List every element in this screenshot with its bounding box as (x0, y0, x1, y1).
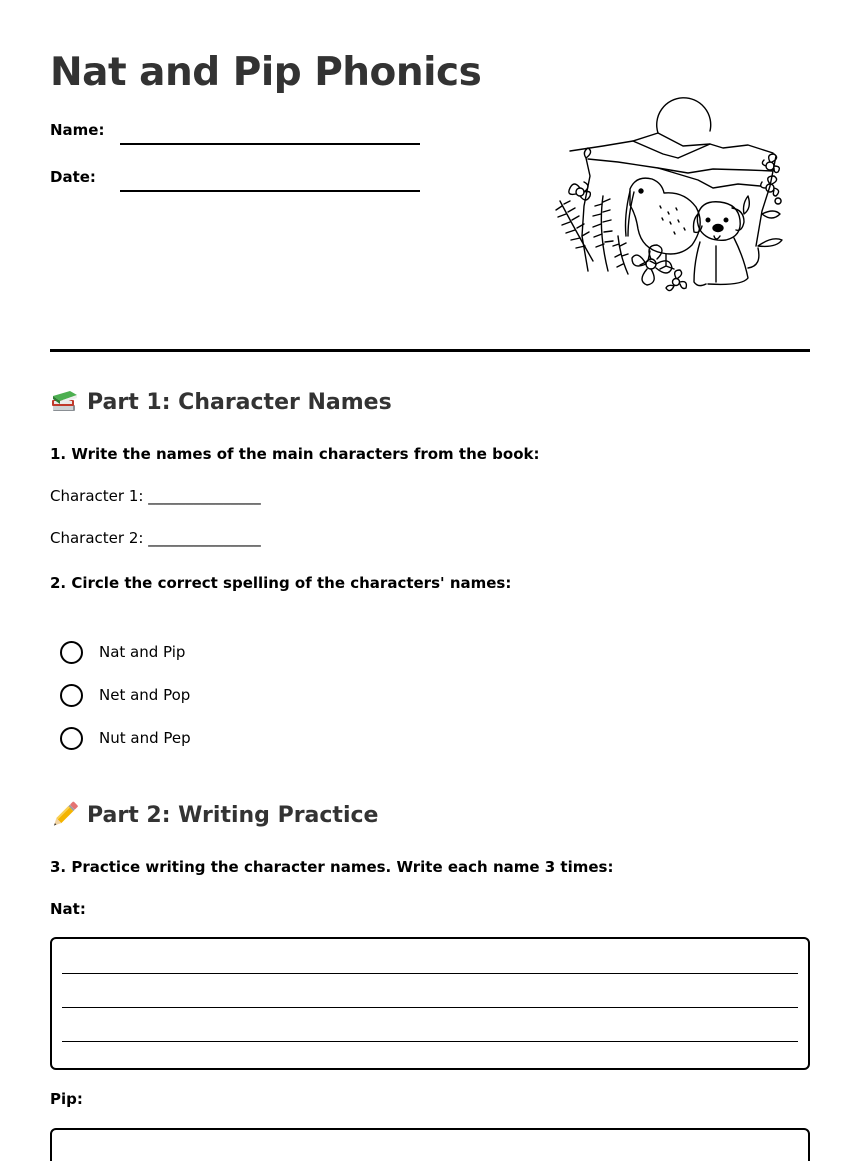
pip-writing-box[interactable] (50, 1128, 810, 1161)
option-circle[interactable] (60, 727, 83, 750)
date-line[interactable] (120, 190, 420, 192)
option-label: Nut and Pep (99, 729, 191, 747)
kiwi-and-puppy-illustration (548, 96, 798, 306)
header-divider (50, 349, 810, 352)
character-2-blank[interactable]: Character 2: _______________ (50, 529, 261, 547)
option-label: Nat and Pip (99, 643, 186, 661)
name-line[interactable] (120, 143, 420, 145)
option-net-and-pop[interactable] (60, 683, 190, 707)
writing-line[interactable] (62, 1007, 798, 1008)
part2-title: Part 2: Writing Practice (87, 802, 379, 828)
option-nut-and-pep[interactable] (60, 726, 191, 750)
question-3: 3. Practice writing the character names. Write each name 3 times: (50, 858, 614, 876)
option-circle[interactable] (60, 684, 83, 707)
name-field[interactable] (50, 121, 420, 151)
option-circle[interactable] (60, 641, 83, 664)
part1-title: Part 1: Character Names (87, 389, 392, 415)
books-icon (50, 388, 79, 416)
date-label: Date: (50, 168, 96, 186)
part1-heading (50, 388, 392, 416)
pencil-icon (50, 801, 79, 829)
nat-label: Nat: (50, 900, 86, 918)
pip-label: Pip: (50, 1090, 83, 1108)
worksheet-title: Nat and Pip Phonics (50, 50, 482, 95)
writing-line[interactable] (62, 973, 798, 974)
option-label: Net and Pop (99, 686, 191, 704)
character-1-blank[interactable]: Character 1: _______________ (50, 487, 261, 505)
nat-writing-box[interactable] (50, 937, 810, 1070)
date-field[interactable] (50, 168, 420, 198)
option-nat-and-pip[interactable] (60, 640, 185, 664)
question-1: 1. Write the names of the main characters from the book: (50, 445, 540, 463)
part2-heading (50, 801, 378, 829)
name-label: Name: (50, 121, 105, 139)
question-2: 2. Circle the correct spelling of the characters' names: (50, 574, 512, 592)
writing-line[interactable] (62, 1041, 798, 1042)
